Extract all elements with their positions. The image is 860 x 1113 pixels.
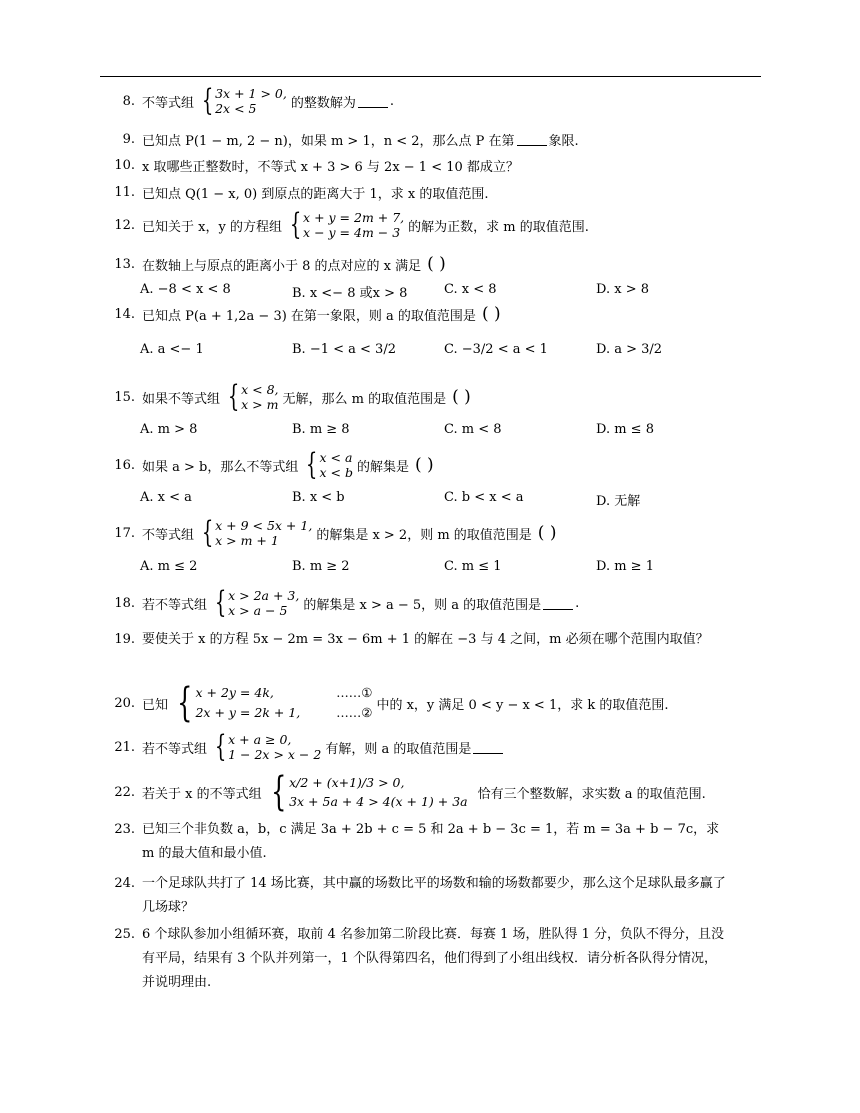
answer-parens[interactable]: ( ): [414, 455, 434, 475]
system-line-1: 3x + 1 > 0,: [215, 86, 287, 101]
question-text: 要使关于 x 的方程 5x − 2m = 3x − 6m + 1 的解在 −3 与 4 之间，m 必须在哪个范围内取值？: [142, 632, 709, 647]
question-text: 已知点 P(1 − m, 2 − n)，如果 m > 1，n < 2，那么点 P 在第: [142, 134, 515, 149]
system-line-2: 1 − 2x > x − 2: [228, 747, 322, 762]
question-20: [108, 680, 669, 726]
question-number: 8.: [122, 93, 135, 109]
question-text: 已知三个非负数 a，b，c 满足 3a + 2b + c = 5 和 2a + b − 3c = 1，若 m = 3a + b − 7c，求 m 的最大值和最小值.: [142, 822, 720, 861]
question-number: 11.: [114, 185, 135, 200]
question-text: 不等式组: [142, 95, 195, 111]
option-a[interactable]: A. x < a: [140, 490, 192, 505]
question-23: [108, 818, 726, 866]
inequality-system: { x/2 + (x+1)/3 > 0, 3x + 5a + 4 > 4(x + 1) + 3a: [270, 769, 468, 815]
question-text: 若不等式组: [142, 741, 208, 757]
question-text: 若不等式组: [142, 597, 208, 613]
answer-parens[interactable]: ( ): [452, 387, 471, 407]
inequality-system: { x + a ≥ 0, 1 − 2x > x − 2: [214, 729, 322, 764]
option-c[interactable]: C. m < 8: [444, 422, 502, 437]
option-b[interactable]: B. x <− 8 或x > 8: [292, 286, 408, 301]
options-17: [140, 559, 654, 574]
system-line-1: x + 9 < 5x + 1,: [215, 518, 313, 533]
question-number: 22.: [114, 784, 135, 800]
question-number: 21.: [114, 739, 135, 755]
question-text: 的解集是 x > 2，则 m 的取值范围是: [316, 527, 532, 543]
question-number: 19.: [114, 632, 135, 647]
system-line-2: x > m: [241, 397, 279, 412]
question-text: 在数轴上与原点的距离小于 8 的点对应的 x 满足: [142, 258, 422, 274]
question-text: 已知点 P(a + 1,2a − 3) 在第一象限，则 a 的取值范围是: [142, 308, 476, 324]
inequality-system: { x > 2a + 3, x > a − 5: [214, 585, 300, 620]
question-text: 已知: [142, 697, 169, 713]
question-21: [108, 729, 505, 764]
question-11: [108, 183, 489, 202]
question-text: 有解，则 a 的取值范围是: [325, 741, 472, 757]
question-number: 18.: [114, 595, 135, 611]
system-line-1: x + y = 2m + 7,: [303, 210, 405, 225]
question-text: 无解，那么 m 的取值范围是: [282, 391, 447, 407]
option-a[interactable]: A. −8 < x < 8: [140, 282, 231, 297]
options-16: [140, 490, 640, 509]
equation-tag-2: ……②: [336, 705, 373, 720]
question-10: [108, 156, 519, 175]
question-18: [108, 585, 580, 620]
option-c[interactable]: C. x < 8: [444, 282, 497, 297]
question-number: 25.: [114, 927, 135, 942]
inequality-system: [198, 83, 287, 118]
inequality-system: { x < a x < b: [306, 447, 353, 482]
option-d[interactable]: D. m ≥ 1: [596, 559, 654, 574]
options-13: [140, 282, 649, 301]
question-14: [108, 304, 501, 324]
question-15: [108, 379, 471, 414]
question-22: [108, 769, 706, 815]
system-line-1: x/2 + (x+1)/3 > 0,: [289, 775, 405, 790]
question-number: 10.: [114, 158, 135, 173]
option-d[interactable]: D. 无解: [596, 494, 641, 509]
question-text: 的解集是: [356, 459, 409, 475]
answer-blank[interactable]: [517, 133, 547, 146]
question-text: 不等式组: [142, 527, 195, 543]
question-number: 12.: [114, 217, 135, 233]
question-19: [108, 628, 726, 652]
question-text: 若关于 x 的不等式组: [142, 786, 262, 802]
option-a[interactable]: A. m > 8: [140, 422, 198, 437]
question-text: 中的 x，y 满足 0 < y − x < 1，求 k 的取值范围.: [376, 697, 669, 713]
question-8: [108, 83, 394, 118]
option-d[interactable]: D. x > 8: [596, 282, 649, 297]
answer-parens[interactable]: ( ): [481, 304, 501, 324]
option-d[interactable]: D. a > 3/2: [596, 342, 663, 357]
option-a[interactable]: A. m ≤ 2: [140, 559, 198, 574]
options-15: [140, 422, 654, 437]
answer-parens[interactable]: ( ): [427, 254, 446, 274]
option-a[interactable]: A. a <− 1: [140, 342, 204, 357]
question-number: 24.: [114, 876, 135, 891]
system-line-1: x < 8,: [241, 382, 279, 397]
equation-tag-1: ……①: [336, 685, 373, 700]
options-14: [140, 342, 662, 357]
question-text: 的解集是 x > a − 5，则 a 的取值范围是: [303, 597, 542, 613]
question-25: [108, 923, 726, 995]
question-text: 已知关于 x，y 的方程组: [142, 219, 282, 235]
question-12: [108, 207, 589, 242]
system-line-2: 3x + 5a + 4 > 4(x + 1) + 3a: [289, 794, 468, 809]
question-text: 6 个球队参加小组循环赛，取前 4 名参加第二阶段比赛．每赛 1 场，胜队得 1 分，负队不得分，且没有平局，结果有 3 个队并列第一，1 个队得第四名，他们得到了小组出线权．请分析各队得分情况，并说明理由.: [142, 927, 725, 990]
question-17: [108, 515, 557, 550]
question-text: 如果 a > b，那么不等式组: [142, 459, 299, 475]
equation-system: { x + y = 2m + 7, x − y = 4m − 3: [289, 207, 405, 242]
question-number: 17.: [114, 525, 135, 541]
system-line-2: x < b: [319, 465, 353, 480]
system-line-2: x − y = 4m − 3: [303, 225, 401, 240]
question-number: 23.: [114, 822, 135, 837]
question-text: 的解为正数，求 m 的取值范围.: [408, 219, 589, 235]
question-number: 9.: [122, 132, 135, 147]
option-b[interactable]: B. m ≥ 8: [292, 422, 350, 437]
option-c[interactable]: C. b < x < a: [444, 490, 524, 505]
system-line-2: x > m + 1: [215, 533, 279, 548]
system-line-1: x + 2y = 4k,: [195, 685, 274, 700]
system-line-1: x > 2a + 3,: [228, 588, 300, 603]
inequality-system: { x < 8, x > m: [227, 379, 279, 414]
question-text: 恰有三个整数解，求实数 a 的取值范围.: [477, 786, 706, 802]
system-line-2: 2x + y = 2k + 1,: [195, 705, 301, 720]
header-rule: [100, 76, 761, 77]
option-c[interactable]: C. m ≤ 1: [444, 559, 502, 574]
inequality-system: { x + 9 < 5x + 1, x > m + 1: [201, 515, 313, 550]
option-b[interactable]: B. x < b: [292, 490, 345, 505]
answer-parens[interactable]: ( ): [537, 523, 557, 543]
question-number: 20.: [114, 695, 135, 711]
question-number: 13.: [114, 256, 135, 272]
question-9: [108, 130, 579, 149]
system-line-1: x < a: [319, 450, 353, 465]
question-16: [108, 447, 434, 482]
question-text: x 取哪些正整数时，不等式 x + 3 > 6 与 2x − 1 < 10 都成立？: [142, 160, 519, 175]
option-d[interactable]: D. m ≤ 8: [596, 422, 654, 437]
question-number: 15.: [114, 389, 135, 405]
question-text: 已知点 Q(1 − x, 0) 到原点的距离大于 1，求 x 的取值范围.: [142, 187, 489, 202]
answer-blank[interactable]: [543, 597, 573, 610]
option-c[interactable]: C. −3/2 < a < 1: [444, 342, 548, 357]
system-line-1: x + a ≥ 0,: [228, 732, 292, 747]
question-text: 如果不等式组: [142, 391, 221, 407]
answer-blank[interactable]: [473, 741, 503, 754]
question-number: 14.: [114, 306, 135, 322]
system-line-2: 2x < 5: [215, 101, 257, 116]
option-b[interactable]: B. −1 < a < 3/2: [292, 342, 396, 357]
equation-system: { x + 2y = 4k, 2x + y = 2k + 1, ……① ……②: [177, 680, 373, 726]
answer-blank[interactable]: [358, 95, 388, 108]
question-24: [108, 872, 726, 920]
punctuation: .: [575, 595, 580, 611]
question-text: 的整数解为: [290, 95, 356, 111]
question-text: 一个足球队共打了 14 场比赛，其中赢的场数比平的场数和输的场数都要少，那么这个足球队最多赢了几场球？: [142, 876, 726, 915]
question-text: 象限.: [548, 134, 579, 149]
brace: {: [201, 83, 214, 118]
system-line-2: x > a − 5: [228, 603, 288, 618]
option-b[interactable]: B. m ≥ 2: [292, 559, 350, 574]
question-number: 16.: [114, 457, 135, 473]
question-13: [108, 254, 446, 274]
punctuation: .: [389, 93, 394, 109]
